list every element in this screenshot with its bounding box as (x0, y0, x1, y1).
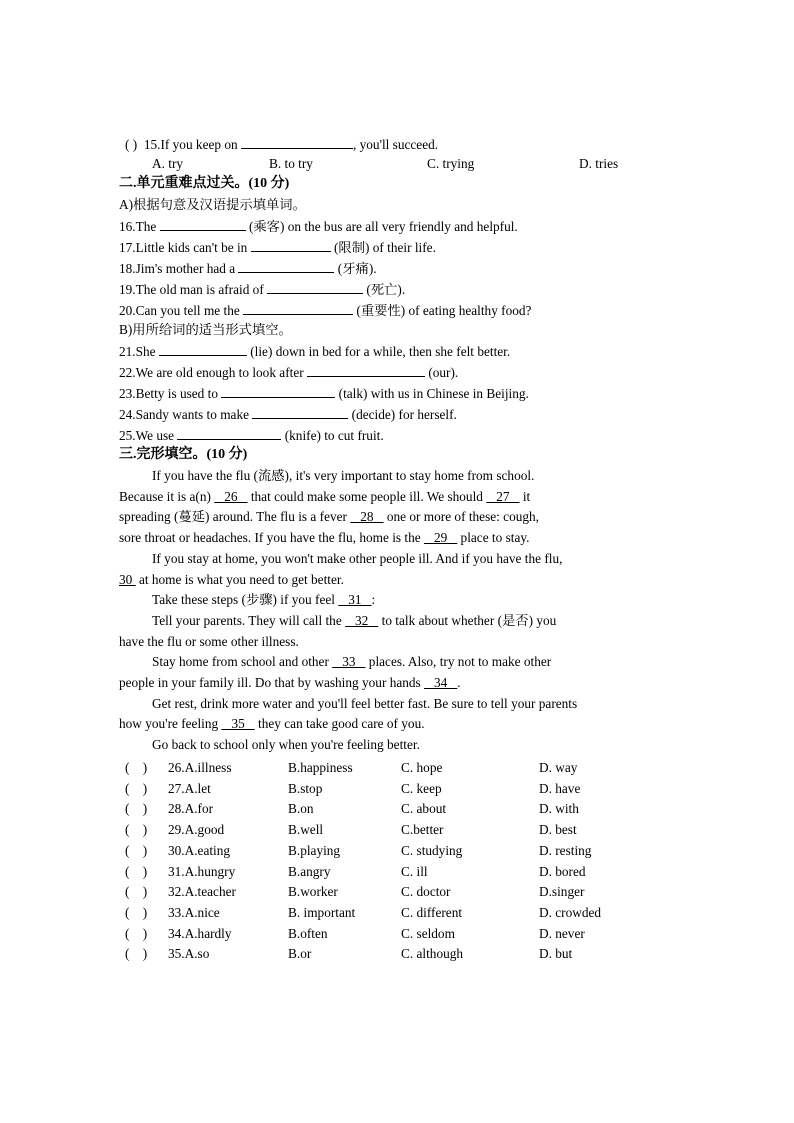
item-stem: 21.She (119, 344, 156, 359)
choice-option-d[interactable]: D. with (539, 801, 579, 816)
passage-line: Go back to school only when you're feeling better. (152, 737, 420, 752)
answer-paren[interactable]: ( ) (125, 801, 148, 816)
cloze-blank[interactable]: 27 (486, 489, 520, 504)
passage-text: Because it is a(n) (119, 489, 215, 504)
choice-option-c[interactable]: C. doctor (401, 884, 451, 899)
answer-paren[interactable]: ( ) (125, 843, 148, 858)
passage-text: places. Also, try not to make other (365, 654, 552, 669)
choice-option-a[interactable]: 31.A.hungry (168, 864, 236, 879)
choice-option-b[interactable]: B.often (288, 926, 328, 941)
item-hint: (重要性) of eating healthy food? (356, 303, 532, 318)
answer-paren[interactable]: ( ) (125, 781, 148, 796)
choice-option-d[interactable]: D. crowded (539, 905, 602, 920)
choice-option-c[interactable]: C. different (401, 905, 463, 920)
answer-blank[interactable] (251, 238, 331, 252)
passage-text: spreading (蔓延) around. The flu is a fever (119, 509, 351, 524)
answer-paren[interactable]: ( ) (125, 822, 148, 837)
item-hint: (乘客) on the bus are all very friendly and helpful. (248, 219, 518, 234)
cloze-blank[interactable]: 31 (338, 592, 372, 607)
item-stem: 20.Can you tell me the (119, 303, 240, 318)
passage-line: If you stay at home, you won't make other people ill. And if you have the flu, (152, 551, 563, 566)
question-15 (125, 135, 438, 154)
answer-paren[interactable]: ( ) (125, 905, 148, 920)
choice-option-b[interactable]: B.playing (288, 843, 341, 858)
item-hint: (our). (428, 365, 459, 380)
choice-option-c[interactable]: C. ill (401, 864, 428, 879)
item-hint: (knife) to cut fruit. (284, 428, 384, 443)
passage-text: people in your family ill. Do that by washing your hands (119, 675, 425, 690)
passage-line (119, 674, 461, 692)
choice-option-d[interactable]: D. bored (539, 864, 586, 879)
item-stem: 17.Little kids can't be in (119, 240, 248, 255)
choice-option-c[interactable]: C. although (401, 946, 464, 961)
cloze-blank[interactable]: 35 (221, 716, 255, 731)
answer-paren[interactable]: ( ) (125, 946, 148, 961)
choice-option-a[interactable]: 28.A.for (168, 801, 214, 816)
choice-option-d[interactable]: D. but (539, 946, 573, 961)
item-16 (119, 217, 518, 236)
choice-option-b[interactable]: B.worker (288, 884, 338, 899)
choice-option-b[interactable]: B.happiness (288, 760, 353, 775)
question-stem: 15.If you keep on (143, 137, 238, 152)
option-b[interactable]: B. to try (269, 156, 313, 171)
cloze-blank[interactable]: 32 (345, 613, 379, 628)
choice-option-c[interactable]: C. about (401, 801, 447, 816)
part-b-heading: B)用所给词的适当形式填空。 (119, 322, 292, 337)
passage-line (119, 488, 530, 506)
option-a[interactable]: A. try (152, 156, 184, 171)
answer-blank[interactable] (221, 384, 335, 398)
passage-text: to talk about whether (是否) you (378, 613, 557, 628)
item-25 (119, 426, 384, 445)
choice-option-c[interactable]: C. seldom (401, 926, 455, 941)
choice-option-d[interactable]: D. never (539, 926, 585, 941)
choice-option-c[interactable]: C. studying (401, 843, 463, 858)
answer-blank[interactable] (238, 259, 334, 273)
passage-line: have the flu or some other illness. (119, 634, 299, 649)
passage-line (152, 591, 375, 609)
choice-option-a[interactable]: 35.A.so (168, 946, 210, 961)
passage-text: Stay home from school and other (152, 654, 333, 669)
choice-option-a[interactable]: 30.A.eating (168, 843, 231, 858)
passage-line (119, 571, 344, 589)
cloze-blank[interactable]: 29 (423, 530, 458, 545)
section-3-heading: 三.完形填空。(10 分) (119, 447, 248, 462)
question-stem-end: , you'll succeed. (352, 137, 439, 152)
passage-text: how you're feeling (119, 716, 222, 731)
item-hint: (牙痛). (337, 261, 377, 276)
part-a-heading: A)根据句意及汉语提示填单词。 (119, 197, 306, 212)
item-hint: (talk) with us in Chinese in Beijing. (338, 386, 529, 401)
answer-paren[interactable]: ( ) (125, 760, 148, 775)
item-hint: (decide) for herself. (351, 407, 457, 422)
passage-line (152, 612, 556, 630)
choice-option-c[interactable]: C. hope (401, 760, 443, 775)
choice-option-d[interactable]: D. way (539, 760, 578, 775)
section-2-heading: 二.单元重难点过关。(10 分) (119, 176, 290, 191)
passage-text: they can take good care of you. (254, 716, 425, 731)
choice-option-c[interactable]: C.better (401, 822, 444, 837)
item-20 (119, 301, 531, 320)
passage-text: Take these steps (步骤) if you feel (152, 592, 339, 607)
item-24 (119, 405, 457, 424)
choice-option-b[interactable]: B.angry (288, 864, 331, 879)
cloze-blank[interactable]: 34 (424, 675, 458, 690)
answer-blank[interactable] (252, 405, 348, 419)
passage-line: Get rest, drink more water and you'll feel better fast. Be sure to tell your parents (152, 696, 578, 711)
item-18 (119, 259, 377, 278)
item-stem: 22.We are old enough to look after (119, 365, 304, 380)
item-stem: 25.We use (119, 428, 175, 443)
choice-option-a[interactable]: 29.A.good (168, 822, 225, 837)
choice-option-b[interactable]: B.or (288, 946, 312, 961)
answer-paren[interactable]: ( ) (125, 864, 148, 879)
item-stem: 16.The (119, 219, 157, 234)
passage-text: at home is what you need to get better. (135, 572, 344, 587)
passage-text: that could make some people ill. We should (247, 489, 487, 504)
answer-blank[interactable] (267, 280, 363, 294)
option-d[interactable]: D. tries (579, 156, 619, 171)
choice-option-b[interactable]: B.well (288, 822, 324, 837)
choice-option-d[interactable]: D.singer (539, 884, 585, 899)
passage-text: sore throat or headaches. If you have the flu, home is the (119, 530, 424, 545)
passage-line (119, 508, 539, 526)
passage-line (152, 653, 551, 671)
choice-option-d[interactable]: D. have (539, 781, 581, 796)
choice-option-b[interactable]: B.on (288, 801, 314, 816)
option-c[interactable]: C. trying (427, 156, 475, 171)
item-17 (119, 238, 436, 257)
choice-option-a[interactable]: 34.A.hardly (168, 926, 232, 941)
passage-text: one or more of these: cough, (383, 509, 539, 524)
choice-option-d[interactable]: D. best (539, 822, 577, 837)
item-23 (119, 384, 529, 403)
item-stem: 23.Betty is used to (119, 386, 218, 401)
item-stem: 24.Sandy wants to make (119, 407, 249, 422)
item-19 (119, 280, 405, 299)
cloze-blank[interactable]: 30 (119, 572, 136, 587)
choice-option-a[interactable]: 26.A.illness (168, 760, 232, 775)
cloze-blank[interactable]: 26 (214, 489, 248, 504)
choice-option-b[interactable]: B. important (288, 905, 356, 920)
answer-paren: ( ) (125, 137, 138, 152)
passage-line: If you have the flu (流感), it's very important to stay home from school. (152, 468, 535, 483)
passage-text: . (457, 675, 461, 690)
answer-paren[interactable]: ( ) (125, 884, 148, 899)
item-22 (119, 363, 458, 382)
choice-option-b[interactable]: B.stop (288, 781, 323, 796)
cloze-blank[interactable]: 33 (332, 654, 366, 669)
passage-line (119, 715, 425, 733)
cloze-blank[interactable]: 28 (350, 509, 384, 524)
item-stem: 18.Jim's mother had a (119, 261, 236, 276)
answer-blank[interactable] (307, 363, 425, 377)
passage-text: place to stay. (457, 530, 530, 545)
item-hint: (死亡). (366, 282, 406, 297)
choice-option-c[interactable]: C. keep (401, 781, 442, 796)
passage-text: : (371, 592, 376, 607)
answer-blank[interactable] (159, 342, 247, 356)
passage-text: Tell your parents. They will call the (152, 613, 346, 628)
answer-blank[interactable] (241, 135, 353, 149)
item-hint: (lie) down in bed for a while, then she felt better. (250, 344, 511, 359)
choice-option-a[interactable]: 33.A.nice (168, 905, 220, 920)
answer-blank[interactable] (160, 217, 246, 231)
item-21 (119, 342, 510, 361)
choice-option-d[interactable]: D. resting (539, 843, 592, 858)
passage-text: it (519, 489, 531, 504)
choice-option-a[interactable]: 32.A.teacher (168, 884, 236, 899)
answer-blank[interactable] (177, 426, 281, 440)
answer-blank[interactable] (243, 301, 353, 315)
item-stem: 19.The old man is afraid of (119, 282, 264, 297)
choice-option-a[interactable]: 27.A.let (168, 781, 211, 796)
passage-line (119, 529, 529, 547)
item-hint: (限制) of their life. (333, 240, 436, 255)
answer-paren[interactable]: ( ) (125, 926, 148, 941)
